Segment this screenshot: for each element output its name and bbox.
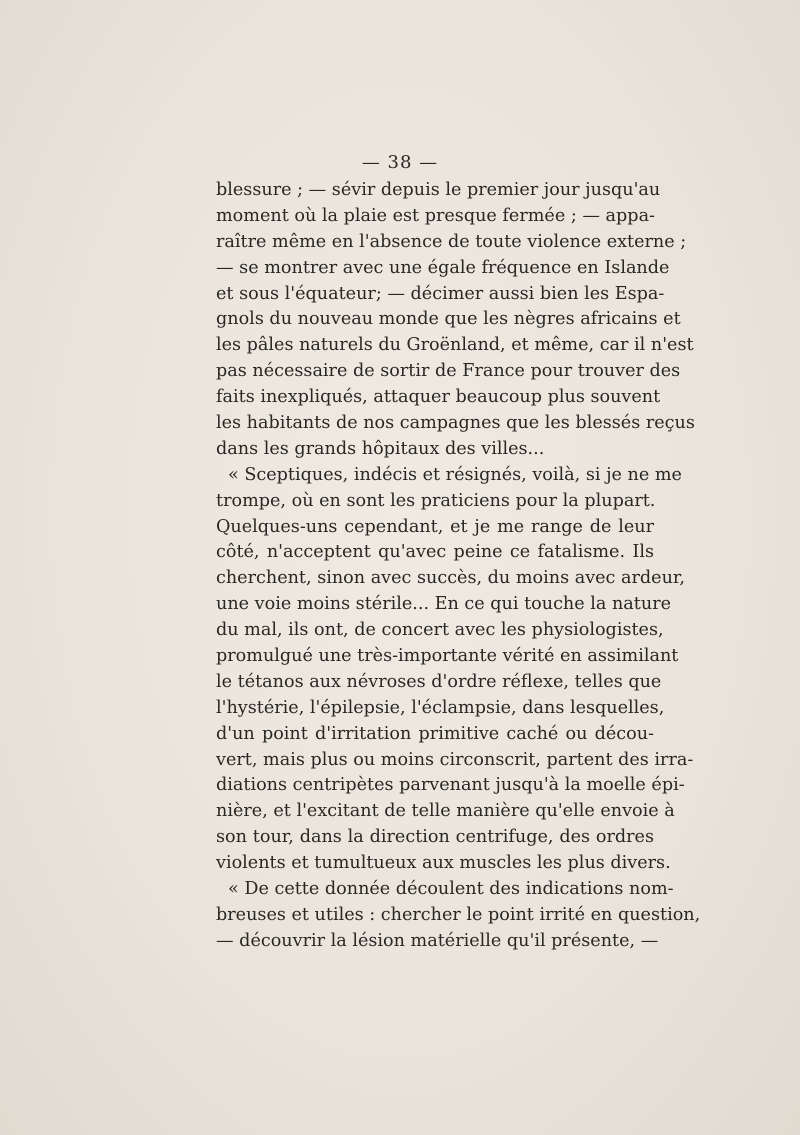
text-line: blessure ; — sévir depuis le premier jour jusqu'au [216,180,661,200]
page-number: — 38 — [361,152,439,173]
text-line: cherchent, sinon avec succès, du moins avec ardeur, [216,568,685,589]
text-line: pas nécessaire de sortir de France pour trouver des [216,361,681,382]
text-line: faits inexpliqués, attaquer beaucoup plus souvent [216,387,661,408]
text-line: le tétanos aux névroses d'ordre réflexe, telles que [216,671,662,692]
text-line: moment où la plaie est presque fermée ; — appa- [216,205,656,226]
text-line: vert, mais plus ou moins circonscrit, partent des irra- [216,749,694,770]
text-line: et sous l'équateur; — décimer aussi bien les Espa- [216,283,665,304]
paragraph-start-line: « De cette donnée découlent des indications nom- [228,879,674,900]
text-line: côté, n'acceptent qu'avec peine ce fatalisme. Ils [216,542,654,563]
text-line: l'hystérie, l'épilepsie, l'éclampsie, dans lesquelles, [216,697,665,718]
text-line: du mal, ils ont, de concert avec les physiologistes, [216,620,664,641]
text-line: raître même en l'absence de toute violence externe ; [216,231,687,252]
paragraph-start-line: « Sceptiques, indécis et résignés, voilà, si je ne me [228,464,682,485]
text-line: diations centripètes parvenant jusqu'à la moelle épi- [216,775,685,796]
body-text [216,178,701,955]
text-line: une voie moins stérile... En ce qui touche la nature [216,594,672,615]
text-line: les pâles naturels du Groënland, et même, car il n'est [216,335,694,356]
paragraph-end-line: dans les grands hôpitaux des villes... [216,438,545,459]
text-line: trompe, où en sont les praticiens pour la plupart. [216,490,656,511]
text-line: les habitants de nos campagnes que les blessés reçus [216,413,695,434]
text-line: gnols du nouveau monde que les nègres africains et [216,309,681,330]
paragraph-end-line: violents et tumultueux aux muscles les plus divers. [216,853,671,874]
text-line: — se montrer avec une égale fréquence en Islande [216,257,670,278]
text-line: promulgué une très-importante vérité en assimilant [216,646,679,667]
text-line: son tour, dans la direction centrifuge, des ordres [216,827,654,848]
text-line: Quelques-uns cependant, et je me range de leur [216,516,654,537]
text-line: breuses et utiles : chercher le point irrité en question, [216,904,701,925]
text-line: — découvrir la lésion matérielle qu'il présente, — [216,930,659,951]
text-line: d'un point d'irritation primitive caché ou décou- [216,723,654,744]
text-line: nière, et l'excitant de telle manière qu'elle envoie à [216,801,675,822]
